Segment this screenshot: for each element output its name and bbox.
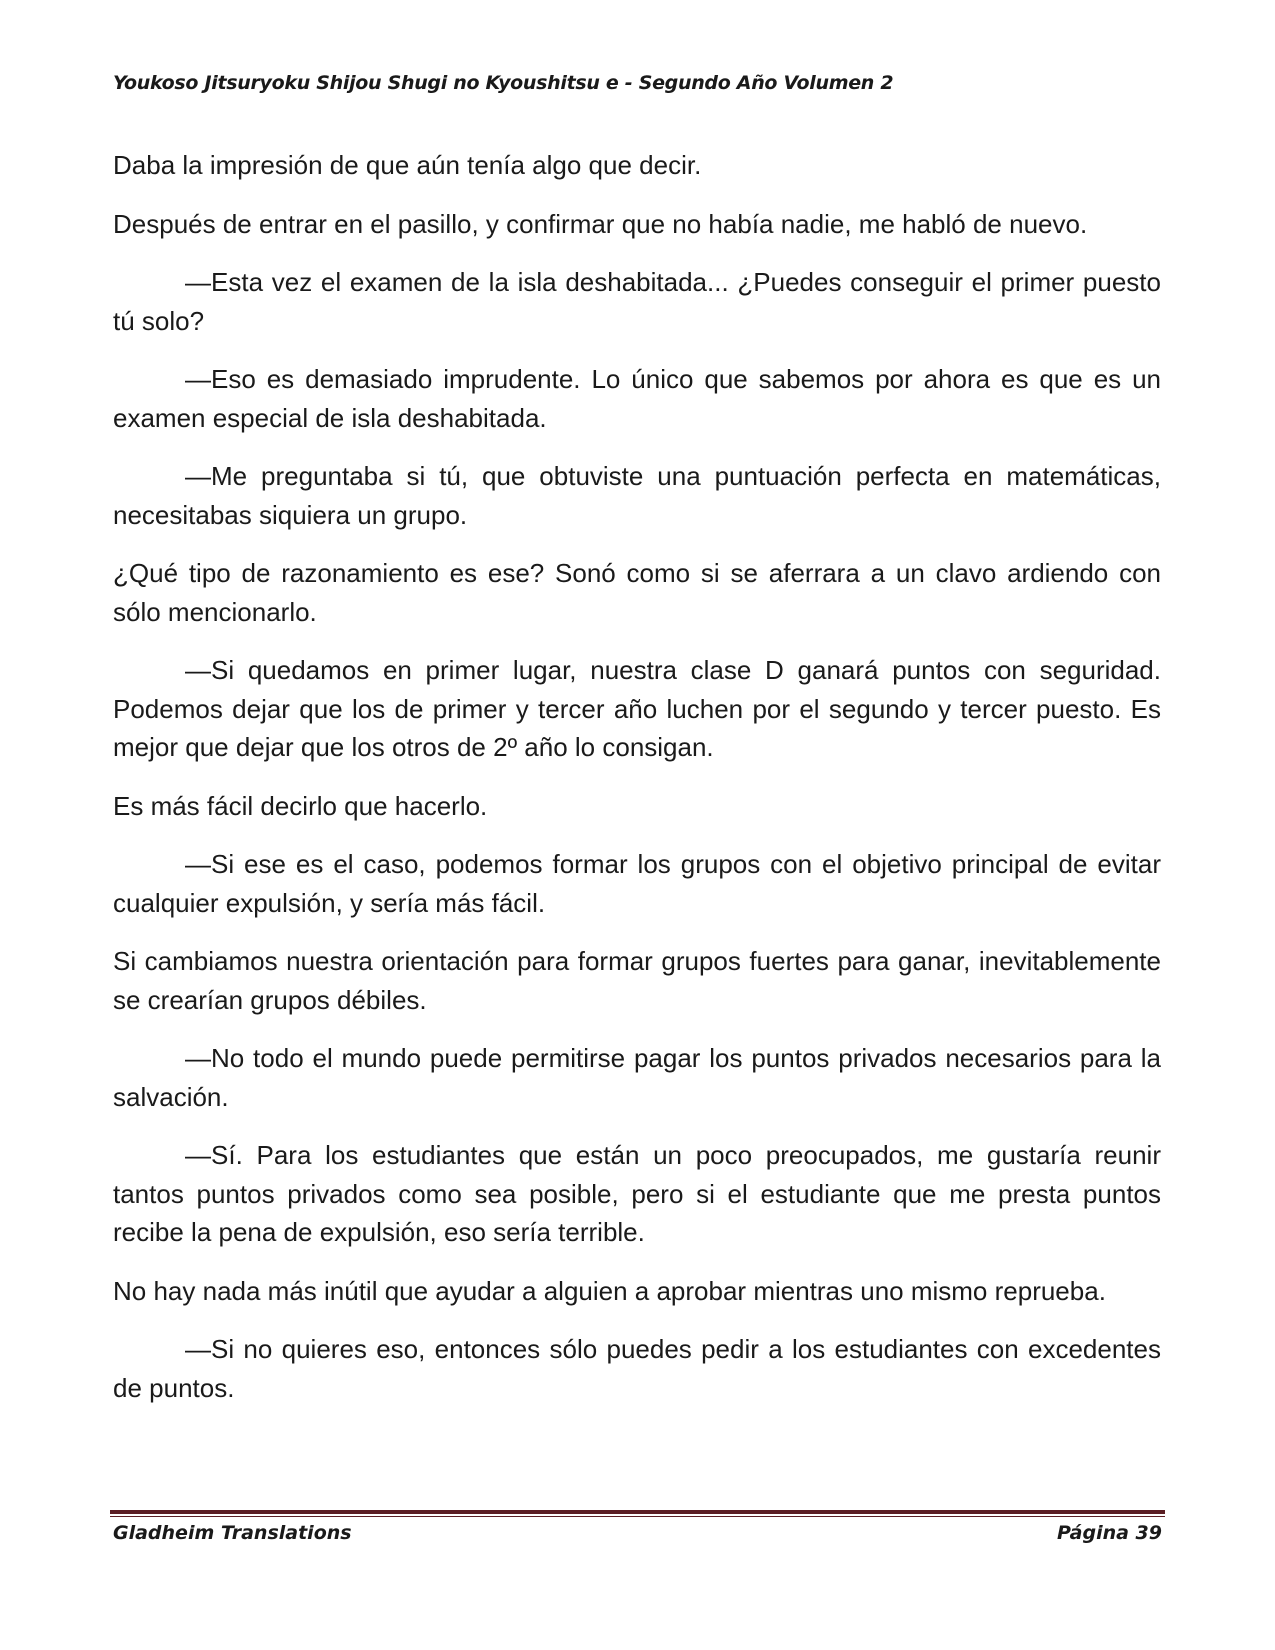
footer-divider-thick <box>110 1510 1165 1514</box>
dialog-paragraph: —Si no quieres eso, entonces sólo puedes pedir a los estudiantes con excedentes de puntos. <box>113 1334 1161 1403</box>
dialog-paragraph: —No todo el mundo puede permitirse pagar los puntos privados necesarios para la salvación. <box>113 1043 1161 1112</box>
dialog-paragraph: —Eso es demasiado imprudente. Lo único que sabemos por ahora es que es un examen especial de isla deshabitada. <box>113 364 1161 433</box>
dialog-paragraph: —Me preguntaba si tú, que obtuviste una puntuación perfecta en matemáticas, necesitabas siquiera un grupo. <box>113 461 1161 530</box>
paragraph: ¿Qué tipo de razonamiento es ese? Sonó como si se aferrara a un clavo ardiendo con sólo mencionarlo. <box>113 558 1161 627</box>
dialog-paragraph: —Si quedamos en primer lugar, nuestra clase D ganará puntos con seguridad. Podemos dejar que los de primer y tercer año luchen por el segundo y tercer puesto. Es mejor que dejar que los otros de 2º año lo consigan. <box>113 655 1161 762</box>
footer-divider <box>110 1510 1165 1519</box>
paragraph: Después de entrar en el pasillo, y confirmar que no había nadie, me habló de nuevo. <box>113 208 1088 239</box>
page-number: Página 39 <box>1056 1522 1162 1544</box>
paragraph: No hay nada más inútil que ayudar a alguien a aprobar mientras uno mismo reprueba. <box>113 1275 1106 1306</box>
paragraph: Si cambiamos nuestra orientación para formar grupos fuertes para ganar, inevitablemente se crearían grupos débiles. <box>113 946 1161 1015</box>
dialog-paragraph: —Si ese es el caso, podemos formar los grupos con el objetivo principal de evitar cualquier expulsión, y sería más fácil. <box>113 849 1161 918</box>
footer-credit: Gladheim Translations <box>113 1522 352 1544</box>
dialog-paragraph: —Sí. Para los estudiantes que están un poco preocupados, me gustaría reunir tantos puntos privados como sea posible, pero si el estudiante que me presta puntos recibe la pena de expulsión, eso sería terrible. <box>113 1140 1161 1247</box>
paragraph: Es más fácil decirlo que hacerlo. <box>113 790 488 821</box>
page-header-title: Youkoso Jitsuryoku Shijou Shugi no Kyoushitsu e - Segundo Año Volumen 2 <box>113 72 894 94</box>
body-text <box>113 146 1161 1427</box>
dialog-paragraph: —Esta vez el examen de la isla deshabitada... ¿Puedes conseguir el primer puesto tú solo? <box>113 267 1161 336</box>
footer-divider-thin <box>110 1516 1165 1517</box>
paragraph: Daba la impresión de que aún tenía algo que decir. <box>113 150 702 180</box>
